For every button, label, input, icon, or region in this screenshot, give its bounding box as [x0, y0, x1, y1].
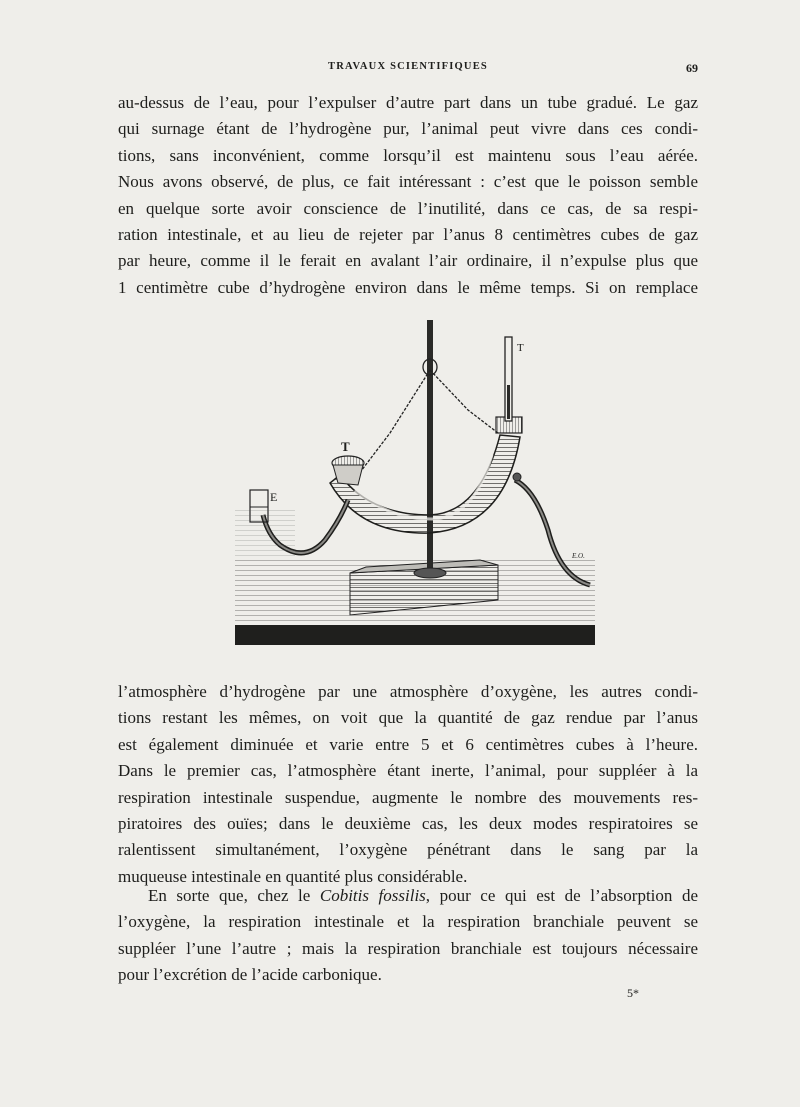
text-line: ration intestinale, et au lieu de rejeter par l’anus 8 centimètres cubes de gaz	[118, 224, 698, 244]
text-line: 1 centimètre cube d’hydrogène environ dans le même temps. Si on remplace	[118, 277, 698, 297]
text-line: piratoires des ouïes; dans le deuxième cas, les deux modes respiratoires se	[118, 813, 698, 833]
label-t-right: T	[517, 342, 524, 354]
running-head	[118, 61, 698, 79]
apparatus-engraving	[230, 315, 600, 650]
apparatus-illustration	[230, 315, 600, 650]
text-line: l’atmosphère d’hydrogène par une atmosphère d’oxygène, les autres condi-	[118, 682, 698, 701]
species-name: Cobitis fossilis	[319, 886, 426, 905]
paragraph-2	[118, 679, 698, 890]
rod-foot	[414, 568, 446, 578]
text-line: l’oxygène, la respiration intestinale et la respiration branchiale peuvent se	[118, 912, 698, 932]
engraver-mark: E.O.	[572, 552, 585, 560]
text-line: par heure, comme il le ferait en avalant l’air ordinaire, il n’expulse plus que	[118, 251, 698, 271]
text-line: au-dessus de l’eau, pour l’expulser d’autre part dans un tube gradué. Le gaz	[118, 93, 698, 112]
text-line: tions restant les mêmes, on voit que la quantité de gaz rendue par l’anus	[118, 708, 698, 728]
text-run: , pour ce qui est de l’absorption de	[425, 886, 698, 905]
table-edge	[235, 625, 595, 645]
text-line: pour l’excrétion de l’acide carbonique.	[118, 965, 382, 985]
text-line: tions, sans inconvénient, comme lorsqu’il est maintenu sous l’eau aérée.	[118, 145, 698, 165]
label-e: E	[270, 490, 278, 504]
text-line: suppléer l’une l’autre ; mais la respiration branchiale est toujours nécessaire	[118, 938, 698, 958]
signature-mark: 5*	[627, 986, 639, 1000]
text-line: Nous avons observé, de plus, ce fait intéressant : c’est que le poisson semble	[118, 172, 698, 192]
page-number: 69	[686, 61, 698, 75]
text-line	[118, 883, 698, 909]
text-line: ralentissent simultanément, l’oxygène pénétrant dans le sang par la	[118, 840, 698, 860]
label-t-left: T	[341, 439, 350, 454]
paragraph-3	[118, 883, 698, 989]
text-line: qui surnage étant de l’hydrogène pur, l’animal peut vivre dans ces condi-	[118, 119, 698, 139]
text-line: muqueuse intestinale en quantité plus considérable.	[118, 866, 468, 886]
text-line: est également diminuée et varie entre 5 et 6 centimètres cubes à l’heure.	[118, 734, 698, 754]
paragraph-1	[118, 90, 698, 301]
text-run: En sorte que, chez le	[148, 886, 320, 905]
text-line: en quelque sorte avoir conscience de l’inutilité, dans ce cas, de sa respi-	[118, 198, 698, 218]
running-title: TRAVAUX SCIENTIFIQUES	[328, 61, 488, 72]
text-line: respiration intestinale suspendue, augmente le nombre des mouvements res-	[118, 787, 698, 807]
text-line: Dans le premier cas, l’atmosphère étant inerte, l’animal, pour suppléer à la	[118, 761, 698, 781]
